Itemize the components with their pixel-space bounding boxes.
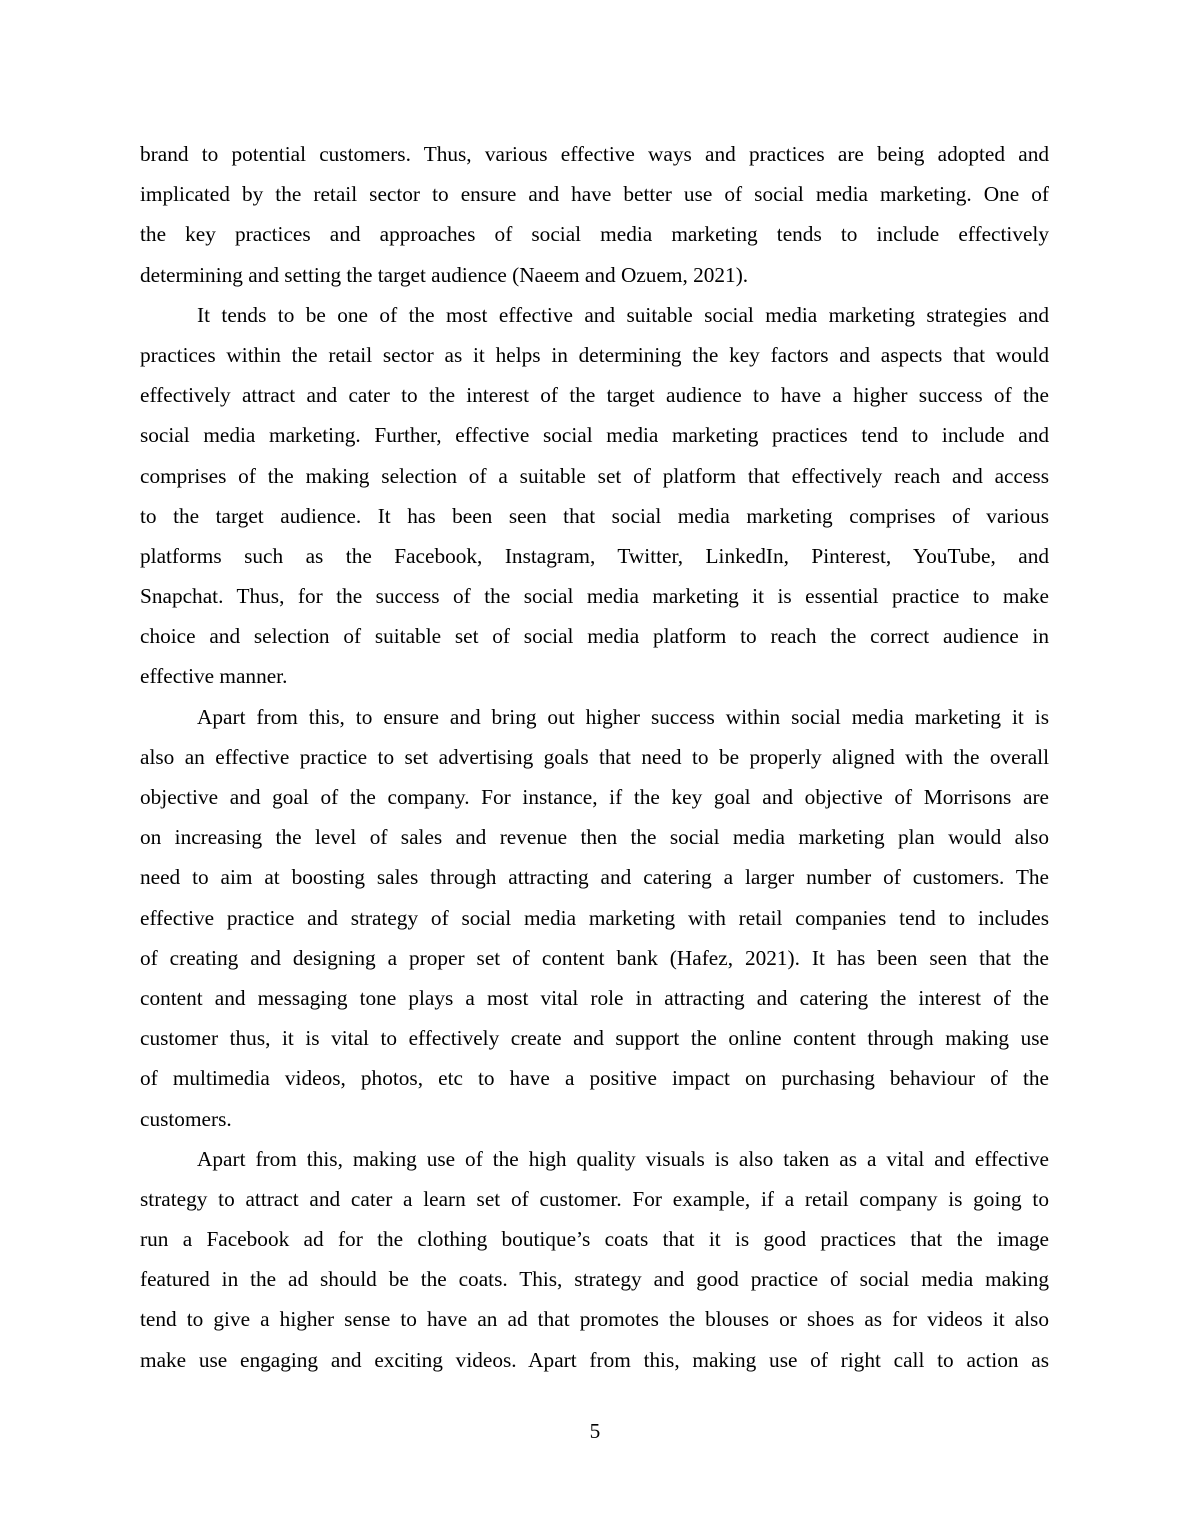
document-body xyxy=(140,134,1049,1380)
text-line: on increasing the level of sales and revenue then the social media marketing plan would also xyxy=(140,825,1049,850)
paragraph xyxy=(140,1139,1049,1380)
text-line: objective and goal of the company. For instance, if the key goal and objective of Morrisons are xyxy=(140,785,1049,809)
text-line: strategy to attract and cater a learn set of customer. For example, if a retail company is going to xyxy=(140,1186,1049,1211)
paragraph xyxy=(140,295,1049,697)
text-line: tend to give a higher sense to have an ad that promotes the blouses or shoes as for videos it also xyxy=(140,1307,1049,1332)
text-line: need to aim at boosting sales through attracting and catering a larger number of customers. The xyxy=(140,865,1049,890)
text-line: platforms such as the Facebook, Instagram, Twitter, LinkedIn, Pinterest, YouTube, and xyxy=(140,543,1049,568)
paragraph xyxy=(140,697,1049,1139)
text-line: practices within the retail sector as it helps in determining the key factors and aspects that would xyxy=(140,342,1049,367)
text-line: of creating and designing a proper set of content bank (Hafez, 2021). It has been seen that the xyxy=(140,945,1049,970)
text-line: effective practice and strategy of social media marketing with retail companies tend to includes xyxy=(140,905,1049,930)
text-line: effectively attract and cater to the interest of the target audience to have a higher success of the xyxy=(140,383,1049,408)
text-line: customers. xyxy=(140,1106,232,1131)
text-line: also an effective practice to set advertising goals that need to be properly aligned with the overall xyxy=(140,744,1049,769)
text-line: customer thus, it is vital to effectively create and support the online content through making use xyxy=(140,1026,1049,1051)
text-line: comprises of the making selection of a suitable set of platform that effectively reach and access xyxy=(140,463,1049,488)
paragraph xyxy=(140,134,1049,295)
text-line: Apart from this, making use of the high quality visuals is also taken as a vital and effective xyxy=(197,1146,1049,1171)
text-line: brand to potential customers. Thus, various effective ways and practices are being adopted and xyxy=(140,142,1049,166)
text-line: of multimedia videos, photos, etc to have a positive impact on purchasing behaviour of the xyxy=(140,1066,1049,1091)
text-line: social media marketing. Further, effective social media marketing practices tend to include and xyxy=(140,423,1049,448)
text-line: to the target audience. It has been seen that social media marketing comprises of various xyxy=(140,503,1049,528)
text-line: Snapchat. Thus, for the success of the social media marketing it is essential practice to make xyxy=(140,584,1049,609)
text-line: Apart from this, to ensure and bring out higher success within social media marketing it is xyxy=(197,704,1049,729)
text-line: run a Facebook ad for the clothing boutique’s coats that it is good practices that the image xyxy=(140,1227,1049,1252)
text-line: effective manner. xyxy=(140,664,288,689)
text-line: determining and setting the target audience (Naeem and Ozuem, 2021). xyxy=(140,262,749,287)
text-line: It tends to be one of the most effective and suitable social media marketing strategies and xyxy=(197,302,1049,327)
text-line: content and messaging tone plays a most vital role in attracting and catering the interest of the xyxy=(140,985,1049,1010)
text-line: make use engaging and exciting videos. Apart from this, making use of right call to action as xyxy=(140,1347,1049,1372)
text-line: choice and selection of suitable set of social media platform to reach the correct audience in xyxy=(140,624,1049,649)
text-line: featured in the ad should be the coats. This, strategy and good practice of social media making xyxy=(140,1267,1049,1292)
text-line: the key practices and approaches of social media marketing tends to include effectively xyxy=(140,222,1049,247)
text-line: implicated by the retail sector to ensure and have better use of social media marketing. One of xyxy=(140,182,1049,207)
page-number: 5 xyxy=(589,1419,601,1443)
